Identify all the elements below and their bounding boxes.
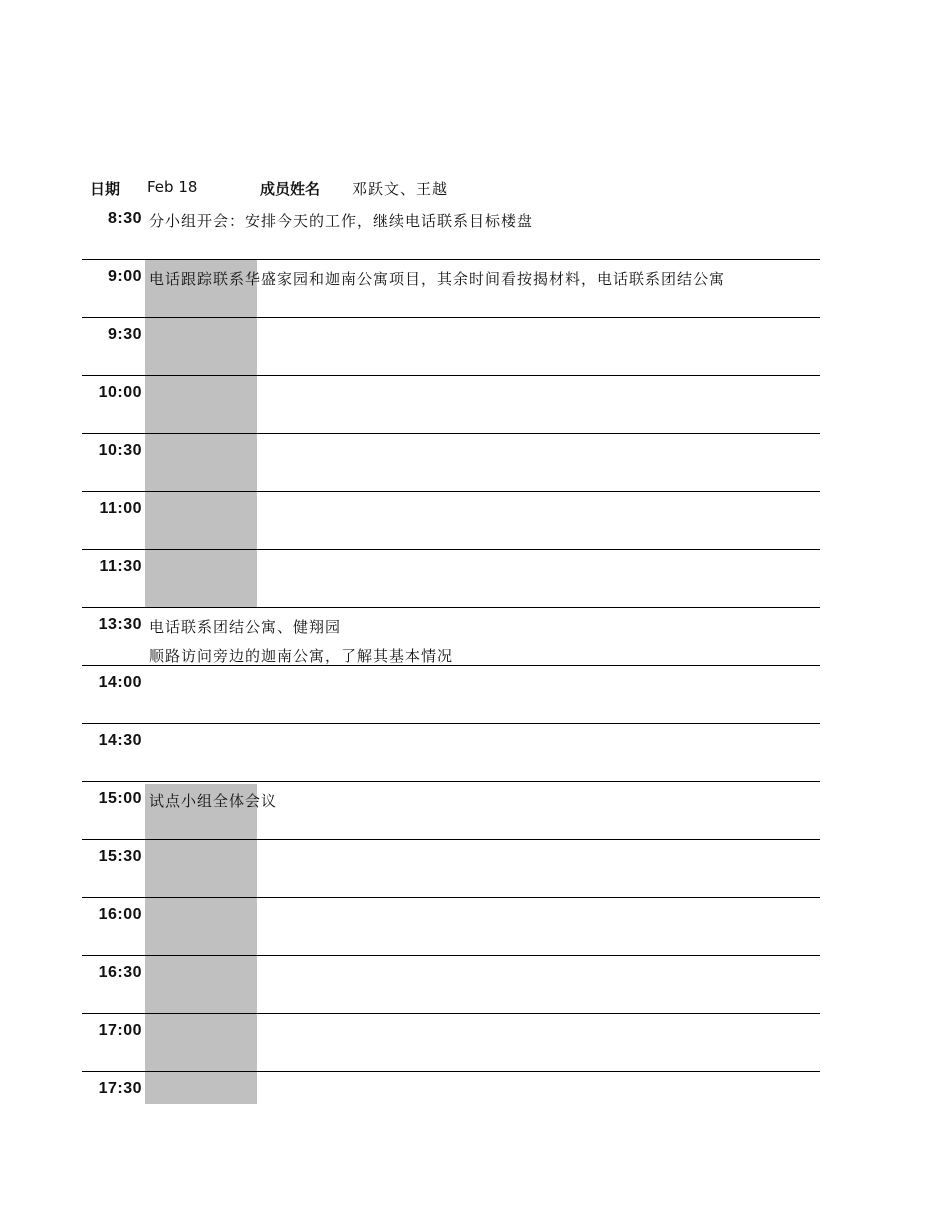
time-label: 16:30: [98, 964, 142, 981]
time-label: 9:00: [107, 268, 142, 285]
entry-text: 电话联系团结公寓、健翔园: [149, 618, 342, 636]
schedule-grid: [82, 259, 820, 1129]
entry-text: 电话跟踪联系华盛家园和迦南公寓项目，其余时间看按揭材料，电话联系团结公寓: [149, 270, 726, 288]
time-label: 9:30: [107, 326, 142, 343]
schedule-row: [82, 375, 820, 433]
schedule-row: [82, 259, 820, 317]
time-label: 8:30: [107, 210, 142, 227]
time-label: 14:00: [98, 674, 142, 691]
schedule-row: [82, 1013, 820, 1071]
schedule-row: [82, 549, 820, 607]
schedule-row: [82, 433, 820, 491]
time-label: 13:30: [98, 616, 142, 633]
schedule-row: [82, 607, 820, 665]
time-label: 17:30: [98, 1080, 142, 1097]
time-label: 10:30: [98, 442, 142, 459]
schedule-row: [82, 955, 820, 1013]
schedule-row: [82, 839, 820, 897]
schedule-row: [82, 665, 820, 723]
entry-text: 试点小组全体会议: [149, 792, 278, 810]
time-label: 15:00: [98, 790, 142, 807]
time-label: 11:30: [99, 558, 142, 575]
schedule-row: [82, 723, 820, 781]
schedule-row: [82, 897, 820, 955]
schedule-row-0830: [82, 208, 820, 230]
time-label: 11:00: [99, 500, 142, 517]
time-label: 14:30: [98, 732, 142, 749]
schedule-row: [82, 491, 820, 549]
schedule-row: [82, 317, 820, 375]
time-label: 15:30: [98, 848, 142, 865]
entry-text: 分小组开会：安排今天的工作，继续电话联系目标楼盘: [149, 212, 534, 230]
time-label: 17:00: [98, 1022, 142, 1039]
schedule-row: [82, 1071, 820, 1129]
time-label: 16:00: [98, 906, 142, 923]
date-label: 日期: [90, 180, 121, 198]
entry-text-line2: 顺路访问旁边的迦南公寓，了解其基本情况: [149, 647, 454, 665]
member-label: 成员姓名: [260, 180, 321, 198]
member-value: 邓跃文、王越: [352, 180, 449, 198]
schedule-row: [82, 781, 820, 839]
time-label: 10:00: [98, 384, 142, 401]
date-value: Feb 18: [147, 178, 198, 196]
